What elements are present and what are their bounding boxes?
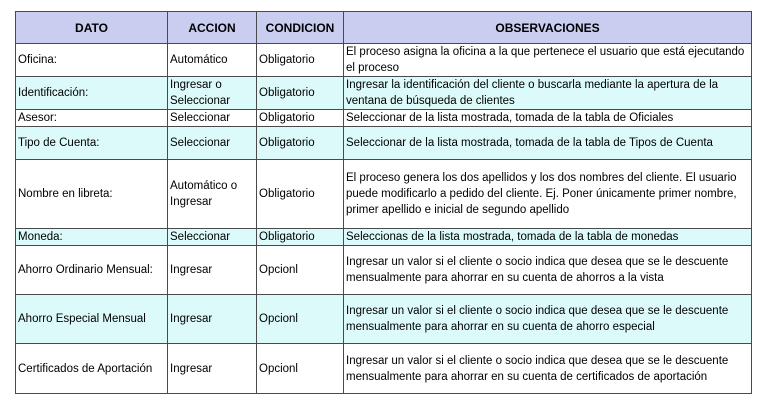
table-row [16,127,752,160]
cell-dato: Ahorro Ordinario Mensual: [16,246,168,295]
cell-dato: Certificados de Aportación [16,344,168,394]
cell-observaciones: Ingresar un valor si el cliente o socio indica que desea que se le descuente mensualmente para ahorrar en su cuenta de ahorro especial [344,295,752,344]
cell-dato: Ahorro Especial Mensual [16,295,168,344]
cell-accion: Ingresar [168,246,257,295]
cell-condicion: Opcionl [257,295,344,344]
table-row [16,344,752,394]
cell-dato: Moneda: [16,229,168,246]
cell-observaciones: El proceso asigna la oficina a la que pertenece el usuario que está ejecutando el proceso [344,44,752,77]
cell-observaciones: El proceso genera los dos apellidos y los dos nombres del cliente. El usuario puede modificarlo a pedido del cliente. Ej. Poner únicamente primer nombre, primer apellido e inicial de segundo apellido [344,160,752,229]
cell-accion: Seleccionar [168,110,257,127]
cell-observaciones: Seleccionar de la lista mostrada, tomada de la tabla de Tipos de Cuenta [344,127,752,160]
cell-condicion: Obligatorio [257,77,344,110]
data-fields-table-wrapper [15,11,752,394]
cell-condicion: Obligatorio [257,160,344,229]
cell-observaciones: Seleccionas de la lista mostrada, tomada de la tabla de monedas [344,229,752,246]
table-row [16,77,752,110]
cell-accion: Automático o Ingresar [168,160,257,229]
table-header-row [16,12,752,44]
table-row [16,110,752,127]
cell-condicion: Obligatorio [257,127,344,160]
cell-condicion: Obligatorio [257,229,344,246]
table-row [16,44,752,77]
cell-accion: Seleccionar [168,229,257,246]
cell-accion: Seleccionar [168,127,257,160]
table-row [16,295,752,344]
table-row [16,246,752,295]
cell-dato: Nombre en libreta: [16,160,168,229]
cell-condicion: Obligatorio [257,44,344,77]
cell-accion: Ingresar o Seleccionar [168,77,257,110]
cell-condicion: Obligatorio [257,110,344,127]
header-observaciones: OBSERVACIONES [344,12,752,44]
cell-condicion: Opcionl [257,246,344,295]
table-row [16,160,752,229]
cell-dato: Tipo de Cuenta: [16,127,168,160]
cell-observaciones: Ingresar un valor si el cliente o socio indica que desea que se le descuente mensualmente para ahorrar en su cuenta de ahorros a la vista [344,246,752,295]
header-condicion: CONDICION [257,12,344,44]
cell-observaciones: Seleccionar de la lista mostrada, tomada de la tabla de Oficiales [344,110,752,127]
cell-observaciones: Ingresar un valor si el cliente o socio indica que desea que se le descuente mensualmente para ahorrar en su cuenta de certificados de aportación [344,344,752,394]
cell-accion: Automático [168,44,257,77]
cell-condicion: Opcionl [257,344,344,394]
header-accion: ACCION [168,12,257,44]
cell-observaciones: Ingresar la identificación del cliente o buscarla mediante la apertura de la ventana de búsqueda de clientes [344,77,752,110]
table-row [16,229,752,246]
header-dato: DATO [16,12,168,44]
cell-accion: Ingresar [168,295,257,344]
cell-accion: Ingresar [168,344,257,394]
cell-dato: Oficina: [16,44,168,77]
cell-dato: Asesor: [16,110,168,127]
cell-dato: Identificación: [16,77,168,110]
data-fields-table [15,11,752,394]
